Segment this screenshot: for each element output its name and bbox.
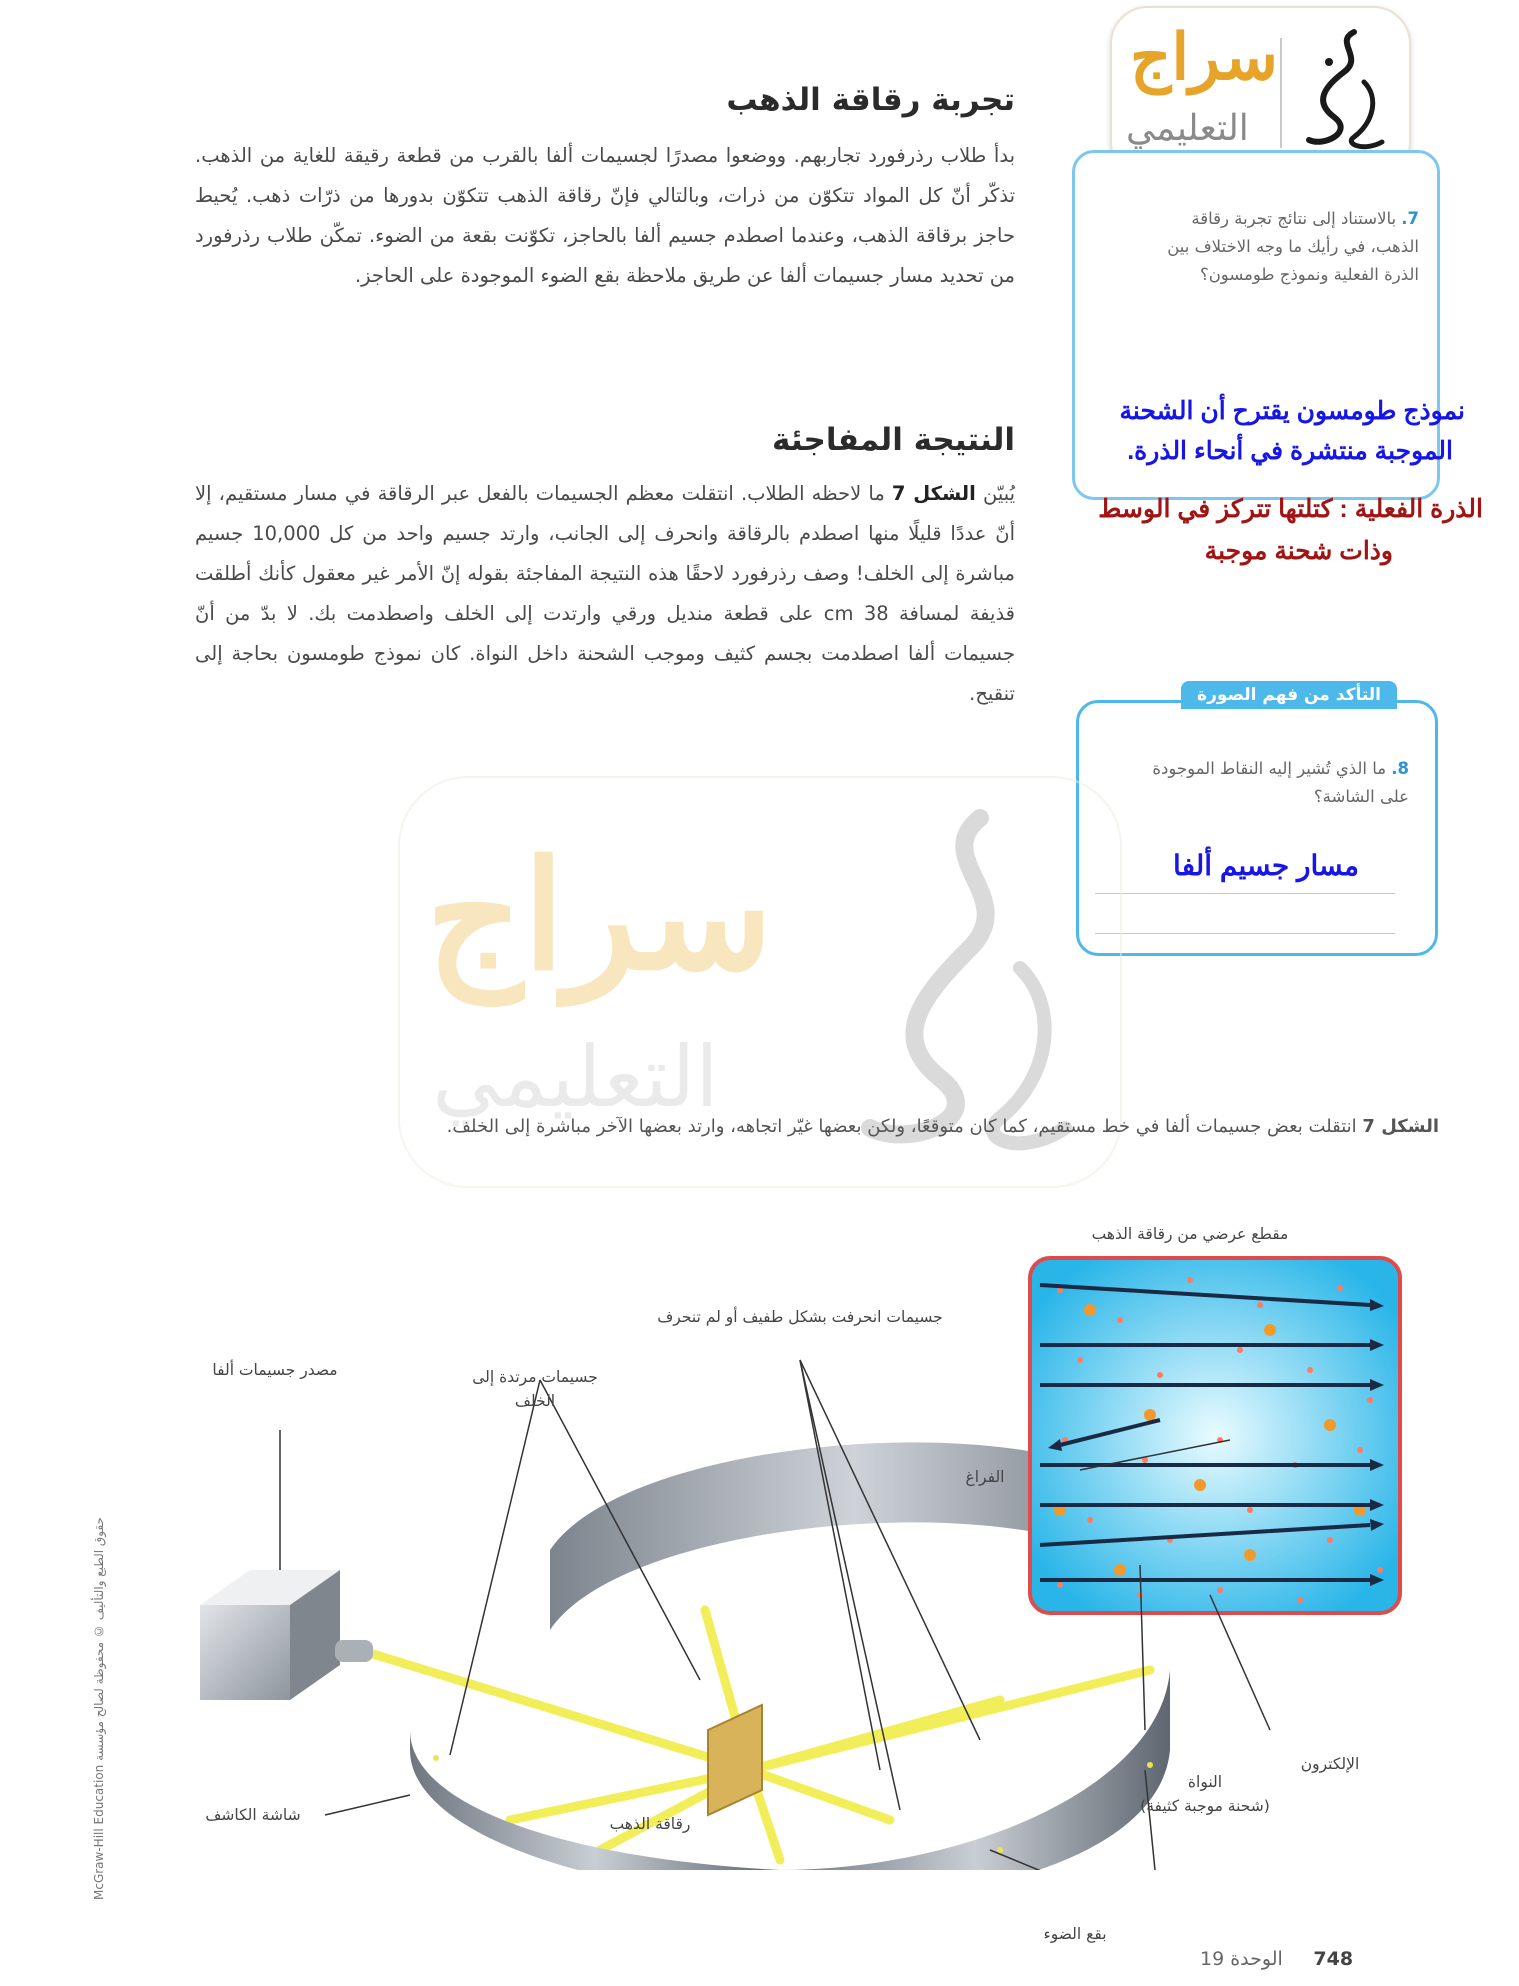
paragraph-body: ما لاحظه الطلاب. انتقلت معظم الجسيمات بالفعل عبر الرقاقة في مسار مستقيم، إلا أنّ عددًا قليلًا منها اصطدم بالرقاقة وانحرف إلى الجانب، وارتد جسيم واحد من كل 10,000 جسيم مباشرة إلى الخلف! وصف رذرفورد لاحقًا هذه النتيجة المفاجئة بقوله إنّ الأمر غير معقول كأنك أطلقت قذيفة لمسافة 38 cm على قطعة منديل ورقي وارتدت إلى الخلف واصطدمت بك. لا بدّ من أنّ جسيمات ألفا اصطدمت بجسم كثيف وموجب الشحنة داخل النواة. كان نموذج طومسون بحاجة إلى تنقيح. <box>195 482 1015 705</box>
section-title-surprise: النتيجة المفاجئة <box>772 422 1015 458</box>
light-spot <box>433 1755 439 1761</box>
answer-line-2: الموجبة منتشرة في أنحاء الذرة. <box>1127 437 1453 465</box>
check-image-tab: التأكد من فهم الصورة <box>1181 681 1397 709</box>
page-number: 748 <box>1313 1948 1354 1970</box>
label-electron: الإلكترون <box>1300 1755 1360 1773</box>
label-nucleus-title: النواة <box>1187 1773 1223 1791</box>
logo-divider <box>1280 38 1282 148</box>
light-spot <box>997 1847 1003 1853</box>
answer-line-1: نموذج طومسون يقترح أن الشحنة <box>1119 397 1465 425</box>
section-paragraph-gold-foil: بدأ طلاب رذرفورد تجاربهم. ووضعوا مصدرًا لجسيمات ألفا بالقرب من قطعة رقيقة للغاية من الذهب. تذكّر أنّ كل المواد تتكوّن من ذرات، وبالتالي فإنّ رقاقة الذهب تتكوّن بدورها من ذرّات ذهب. يُحيط حاجز برقاقة الذهب، وعندما اصطدم جسيم ألفا بالحاجز، تكوّنت بقعة من الضوء. تمكّن طلاب رذرفورد من تحديد مسار جسيمات ألفا عن طريق ملاحظة بقع الضوء الموجودة على الحاجز. <box>195 144 1015 287</box>
deflected-beam <box>750 1700 1000 1770</box>
question-box-8 <box>1076 685 1438 956</box>
unit-label: الوحدة 19 <box>1200 1948 1283 1970</box>
label-gold-foil: رقاقة الذهب <box>609 1815 691 1833</box>
label-deflected: جسيمات انحرفت بشكل طفيف أو لم تنحرف <box>657 1308 943 1326</box>
caption-text: انتقلت بعض جسيمات ألفا في خط مستقيم، كما كان متوقعًا، ولكن بعضها غيّر اتجاهه، وارتد بعضها الآخر مباشرة إلى الخلف. <box>446 1116 1357 1137</box>
answer-line-3: الذرة الفعلية : كتلتها تتركز في الوسط <box>1098 495 1483 523</box>
copyright-spine: McGraw-Hill Education حقوق الطبع والتأليف © محفوظة لصالح مؤسسة <box>92 1517 106 1900</box>
logo-sub-text: التعليمي <box>1126 108 1249 149</box>
question-text: ما الذي تُشير إليه النقاط الموجودة على الشاشة؟ <box>1152 759 1409 806</box>
question-7-block <box>1139 205 1419 289</box>
light-spot <box>1147 1762 1153 1768</box>
calligraphy-emblem-icon <box>1294 22 1394 162</box>
logo-main-text: سراج <box>1130 20 1279 95</box>
gold-foil-sheet <box>708 1705 762 1815</box>
figure-ref-link[interactable]: الشكل 7 <box>891 482 976 505</box>
answer-line <box>1095 933 1395 934</box>
answer-line <box>1095 893 1395 894</box>
label-nucleus <box>1090 1770 1320 1818</box>
deflected-beam <box>750 1770 890 1820</box>
question-text: بالاستناد إلى نتائج تجربة رقاقة الذهب، في رأيك ما وجه الاختلاف بين الذرة الفعلية ونموذج طومسون؟ <box>1167 209 1419 284</box>
section-paragraph-surprise <box>195 474 1015 714</box>
answer-text: مسار جسيم ألفا <box>1173 850 1359 881</box>
label-nucleus-note: (شحنة موجبة كثيفة) <box>1140 1797 1270 1815</box>
answer-line-4: وذات شحنة موجبة <box>1204 537 1393 565</box>
alpha-beam <box>360 1650 750 1770</box>
cross-section-panel <box>1030 1258 1400 1613</box>
watermark-sub: التعليمي <box>432 1028 719 1126</box>
label-empty-space: الفراغ <box>965 1468 1005 1486</box>
label-detector: شاشة الكاشف <box>205 1806 301 1824</box>
question-8-block <box>1149 755 1409 811</box>
figure-ref: الشكل 7 <box>1362 1116 1439 1137</box>
label-cross-section: مقطع عرضي من رقاقة الذهب <box>1091 1225 1289 1243</box>
page-footer <box>1200 1948 1353 1970</box>
figure-caption <box>289 1110 1439 1144</box>
paragraph-intro: يُبيّن <box>982 482 1016 505</box>
question-number: 7. <box>1401 209 1419 228</box>
label-light-spots: بقع الضوء <box>1043 1925 1107 1943</box>
label-source: مصدر جسيمات ألفا <box>212 1361 338 1379</box>
question-number: 8. <box>1391 759 1409 778</box>
section-title-gold-foil: تجربة رقاقة الذهب <box>726 82 1015 118</box>
label-bounced: جسيمات مرتدة إلى الخلف <box>472 1368 598 1410</box>
alpha-source <box>200 1570 373 1700</box>
watermark-main: سراج <box>426 828 773 1004</box>
